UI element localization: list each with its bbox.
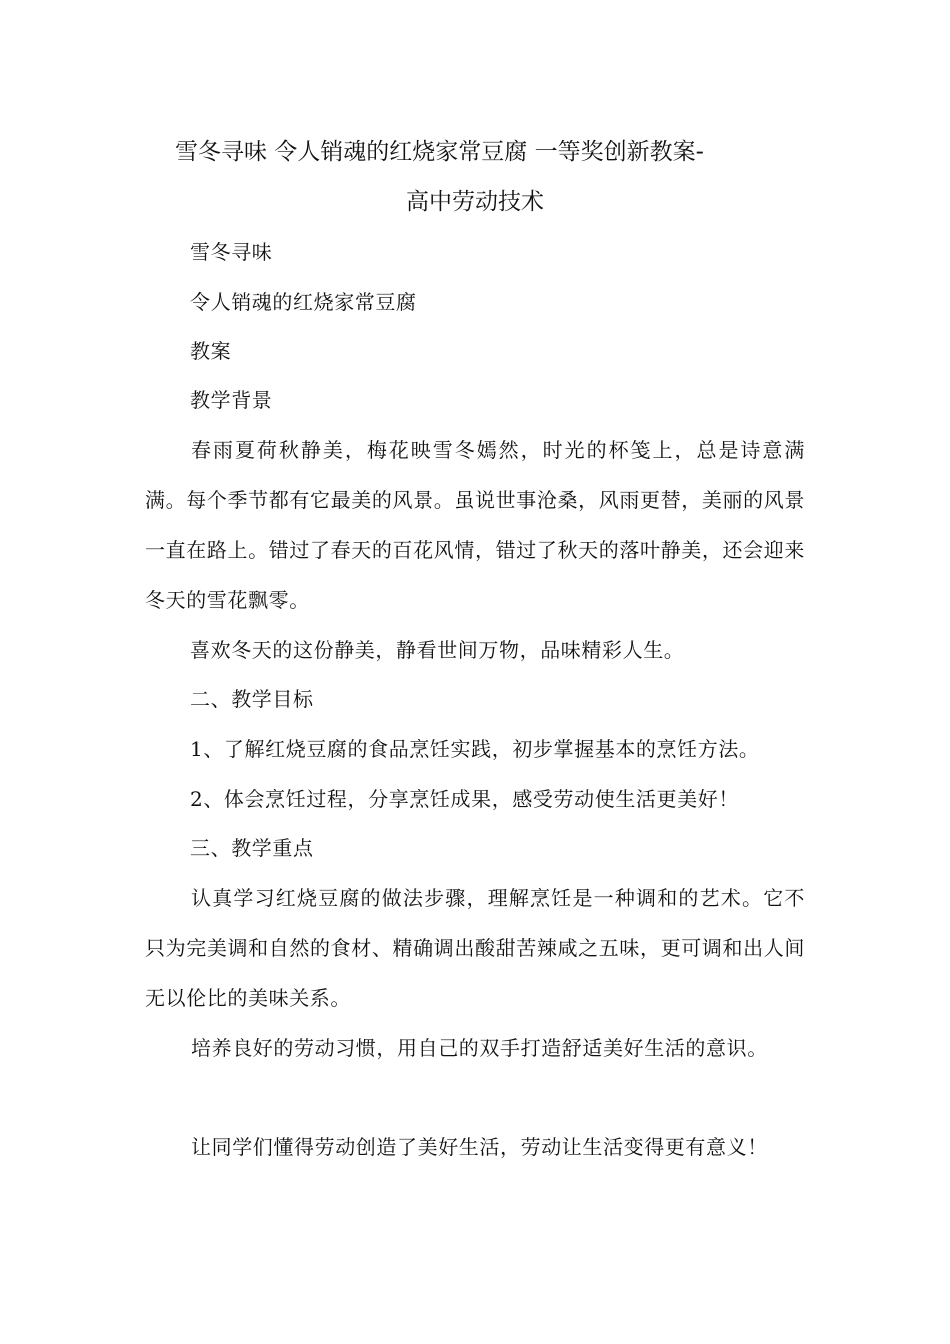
goal-2: 2、体会烹饪过程，分享烹饪成果，感受劳动使生活更美好！ [190,787,739,811]
section-key-points: 三、教学重点 [190,836,314,860]
document-title-line-2: 高中劳动技术 [406,189,544,215]
heading-1: 雪冬寻味 [190,240,273,264]
paragraph-key-2: 培养良好的劳动习惯，用自己的双手打造舒适美好生活的意识。 [191,1036,768,1060]
goal-1: 1、了解红烧豆腐的食品烹饪实践，初步掌握基本的烹饪方法。 [190,737,760,761]
paragraph-background: 春雨夏荷秋静美，梅花映雪冬嫣然，时光的杯笺上，总是诗意满满。每个季节都有它最美的风景。虽说世事沧桑，风雨更替，美丽的风景一直在路上。错过了春天的百花风情，错过了秋天的落叶静美，还会迎来冬天的雪花飘零。 [145,438,805,612]
paragraph-key-3: 让同学们懂得劳动创造了美好生活，劳动让生活变得更有意义！ [191,1135,768,1159]
document-title-line-1: 雪冬寻味 令人销魂的红烧家常豆腐 一等奖创新教案- [175,139,704,165]
section-goals: 二、教学目标 [190,687,314,711]
paragraph-key-1: 认真学习红烧豆腐的做法步骤，理解烹饪是一种调和的艺术。它不只为完美调和自然的食材、精确调出酸甜苦辣咸之五味，更可调和出人间无以伦比的美味关系。 [145,886,805,1010]
heading-2: 令人销魂的红烧家常豆腐 [190,290,417,314]
paragraph-winter: 喜欢冬天的这份静美，静看世间万物，品味精彩人生。 [190,638,685,662]
heading-3: 教案 [190,339,232,363]
section-background: 教学背景 [190,388,273,412]
